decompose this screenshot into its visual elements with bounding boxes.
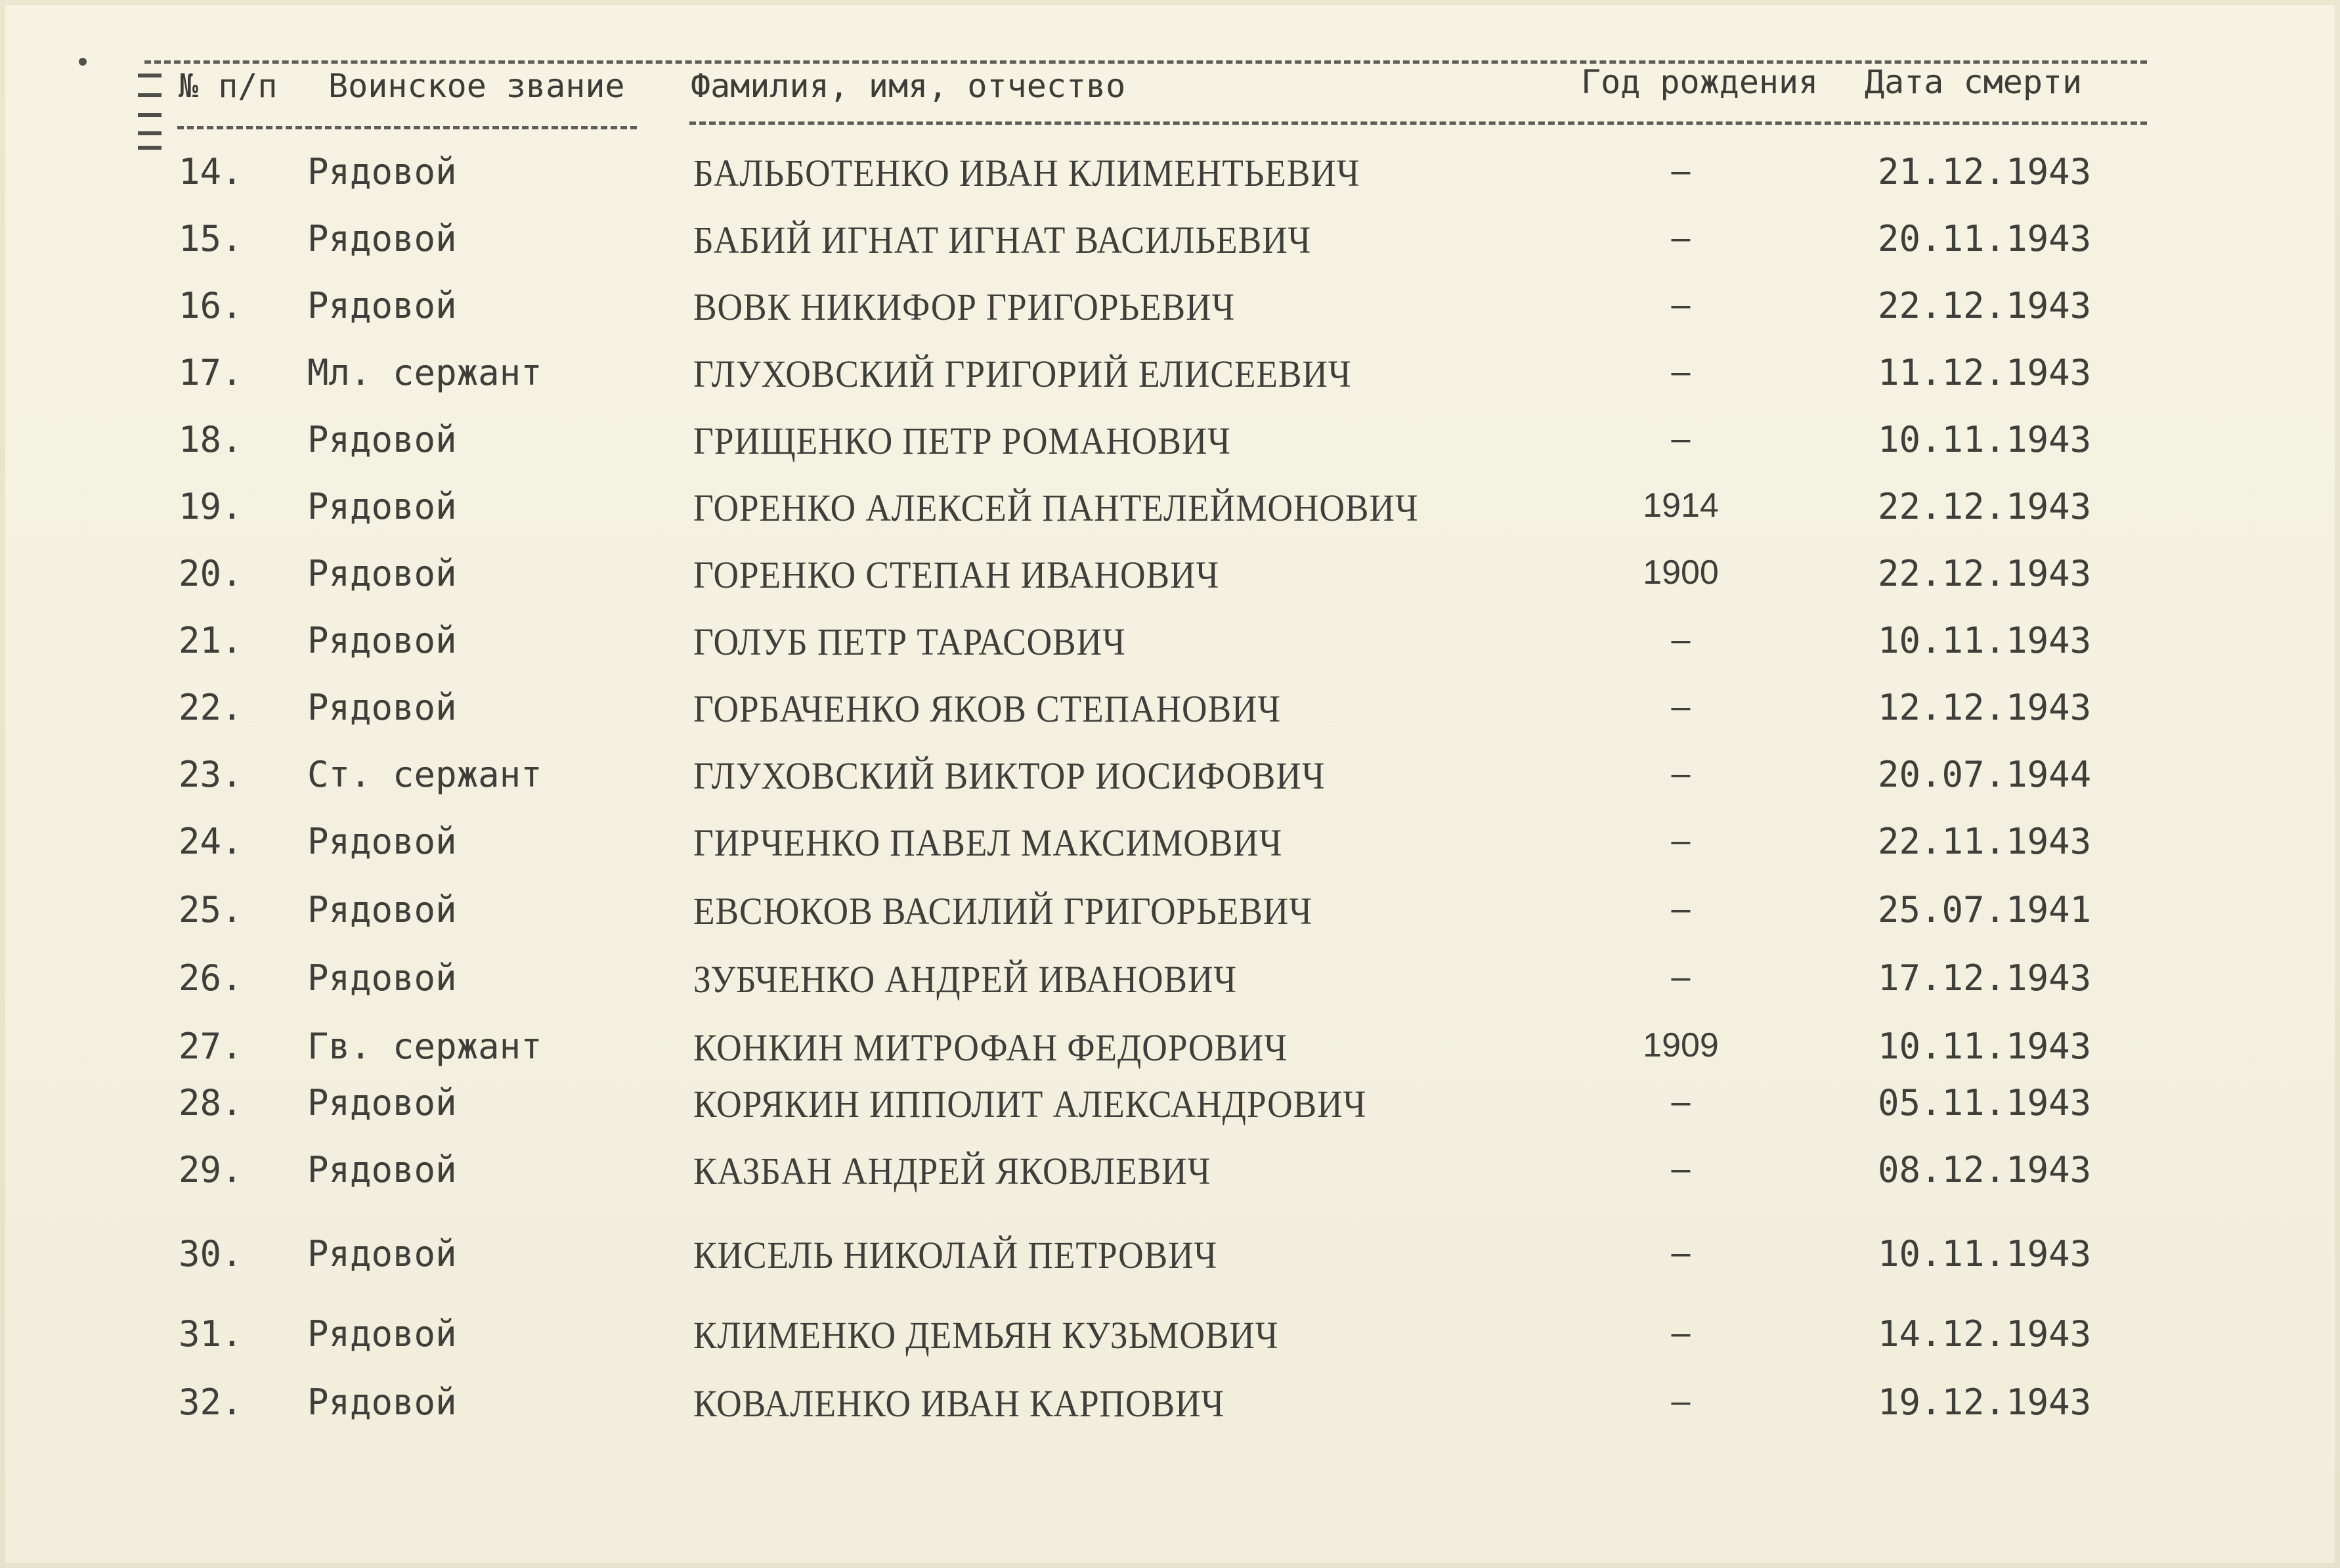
row-name: ГОРЕНКО АЛЕКСЕЙ ПАНТЕЛЕЙМОНОВИЧ: [693, 487, 1419, 529]
row-name: БАЛЬБОТЕНКО ИВАН КЛИМЕНТЬЕВИЧ: [693, 152, 1360, 194]
row-rank: Рядовой: [307, 1233, 457, 1274]
row-rank: Рядовой: [307, 889, 457, 930]
row-num: 17.: [179, 352, 243, 393]
row-birth-year: –: [1671, 152, 1691, 190]
row-num: 18.: [179, 419, 243, 460]
table-row: [0, 1227, 2340, 1290]
row-rank: Рядовой: [307, 151, 457, 192]
row-birth-year: –: [1671, 1083, 1691, 1121]
table-row: [0, 951, 2340, 1014]
row-rank: Рядовой: [307, 957, 457, 999]
row-birth-year: –: [1671, 687, 1691, 726]
row-birth-year: –: [1671, 1382, 1691, 1420]
row-birth-year: –: [1671, 890, 1691, 928]
row-death-date: 25.07.1941: [1878, 889, 2092, 930]
row-death-date: 05.11.1943: [1878, 1082, 2092, 1123]
row-num: 19.: [179, 486, 243, 527]
row-rank: Рядовой: [307, 218, 457, 259]
row-birth-year: –: [1671, 286, 1691, 324]
header-death-date: Дата смерти: [1865, 63, 2083, 101]
row-name: КИСЕЛЬ НИКОЛАЙ ПЕТРОВИЧ: [693, 1234, 1218, 1276]
row-rank: Гв. сержант: [307, 1026, 542, 1067]
row-rank: Рядовой: [307, 821, 457, 862]
table-row: [0, 211, 2340, 274]
row-death-date: 11.12.1943: [1878, 352, 2092, 393]
row-num: 31.: [179, 1313, 243, 1355]
row-birth-year: –: [1671, 1314, 1691, 1352]
row-death-date: 21.12.1943: [1878, 151, 2092, 192]
row-rank: Рядовой: [307, 1313, 457, 1355]
header-name: Фамилия, имя, отчество: [691, 67, 1126, 105]
row-name: КЛИМЕНКО ДЕМЬЯН КУЗЬМОВИЧ: [693, 1314, 1279, 1357]
row-death-date: 12.12.1943: [1878, 687, 2092, 728]
table-row: [0, 345, 2340, 408]
row-num: 32.: [179, 1382, 243, 1423]
row-death-date: 10.11.1943: [1878, 1026, 2092, 1067]
table-row: [0, 1375, 2340, 1438]
row-rank: Ст. сержант: [307, 754, 542, 795]
row-death-date: 10.11.1943: [1878, 419, 2092, 460]
table-header: [0, 58, 2340, 130]
row-rank: Рядовой: [307, 1149, 457, 1190]
row-name: ГЛУХОВСКИЙ ГРИГОРИЙ ЕЛИСЕЕВИЧ: [693, 353, 1352, 395]
table-row: [0, 1076, 2340, 1139]
row-birth-year: –: [1671, 420, 1691, 458]
row-rank: Рядовой: [307, 486, 457, 527]
table-row: [0, 1143, 2340, 1206]
table-row: [0, 278, 2340, 341]
row-num: 26.: [179, 957, 243, 999]
table-row: [0, 680, 2340, 743]
margin-mark: [138, 131, 162, 135]
table-row: [0, 613, 2340, 676]
row-death-date: 17.12.1943: [1878, 957, 2092, 999]
row-name: КАЗБАН АНДРЕЙ ЯКОВЛЕВИЧ: [693, 1150, 1211, 1192]
table-row: [0, 1019, 2340, 1082]
row-death-date: 22.11.1943: [1878, 821, 2092, 862]
row-num: 16.: [179, 285, 243, 326]
row-death-date: 20.11.1943: [1878, 218, 2092, 259]
row-name: ГИРЧЕНКО ПАВЕЛ МАКСИМОВИЧ: [693, 821, 1283, 864]
row-rank: Рядовой: [307, 1082, 457, 1123]
row-rank: Рядовой: [307, 620, 457, 661]
row-num: 25.: [179, 889, 243, 930]
row-num: 21.: [179, 620, 243, 661]
table-row: [0, 546, 2340, 609]
row-death-date: 08.12.1943: [1878, 1149, 2092, 1190]
row-birth-year: –: [1671, 621, 1691, 659]
row-num: 23.: [179, 754, 243, 795]
header-birth-year: Год рождения: [1581, 63, 1819, 101]
row-birth-year: –: [1671, 958, 1691, 996]
header-rank: Воинское звание: [328, 67, 625, 105]
row-death-date: 20.07.1944: [1878, 754, 2092, 795]
row-rank: Рядовой: [307, 285, 457, 326]
table-row: [0, 412, 2340, 475]
row-death-date: 19.12.1943: [1878, 1382, 2092, 1423]
row-birth-year: –: [1671, 1234, 1691, 1272]
row-name: ГОРЕНКО СТЕПАН ИВАНОВИЧ: [693, 554, 1220, 596]
row-name: КОНКИН МИТРОФАН ФЕДОРОВИЧ: [693, 1026, 1288, 1069]
row-num: 27.: [179, 1026, 243, 1067]
row-name: КОВАЛЕНКО ИВАН КАРПОВИЧ: [693, 1382, 1225, 1425]
row-death-date: 22.12.1943: [1878, 486, 2092, 527]
row-death-date: 10.11.1943: [1878, 1233, 2092, 1274]
header-num: № п/п: [179, 67, 278, 105]
row-birth-year: 1909: [1643, 1026, 1719, 1064]
row-num: 22.: [179, 687, 243, 728]
row-death-date: 22.12.1943: [1878, 553, 2092, 594]
row-rank: Рядовой: [307, 419, 457, 460]
row-name: ГОРБАЧЕНКО ЯКОВ СТЕПАНОВИЧ: [693, 687, 1282, 730]
table-row: [0, 814, 2340, 877]
table-row: [0, 882, 2340, 946]
table-row: [0, 1307, 2340, 1370]
row-num: 30.: [179, 1233, 243, 1274]
row-name: КОРЯКИН ИППОЛИТ АЛЕКСАНДРОВИЧ: [693, 1083, 1367, 1125]
row-num: 14.: [179, 151, 243, 192]
row-name: ГРИЩЕНКО ПЕТР РОМАНОВИЧ: [693, 420, 1231, 462]
row-name: ВОВК НИКИФОР ГРИГОРЬЕВИЧ: [693, 286, 1236, 328]
table-row: [0, 747, 2340, 810]
table-row: [0, 144, 2340, 207]
row-birth-year: 1914: [1643, 487, 1719, 525]
row-num: 15.: [179, 218, 243, 259]
row-num: 29.: [179, 1149, 243, 1190]
row-rank: Рядовой: [307, 687, 457, 728]
row-rank: Рядовой: [307, 1382, 457, 1423]
table-row: [0, 479, 2340, 542]
row-birth-year: –: [1671, 353, 1691, 391]
row-birth-year: –: [1671, 1150, 1691, 1188]
row-death-date: 22.12.1943: [1878, 285, 2092, 326]
row-name: ГОЛУБ ПЕТР ТАРАСОВИЧ: [693, 621, 1126, 663]
row-death-date: 10.11.1943: [1878, 620, 2092, 661]
row-rank: Рядовой: [307, 553, 457, 594]
row-num: 20.: [179, 553, 243, 594]
row-name: БАБИЙ ИГНАТ ИГНАТ ВАСИЛЬЕВИЧ: [693, 219, 1312, 261]
row-num: 28.: [179, 1082, 243, 1123]
row-name: ЕВСЮКОВ ВАСИЛИЙ ГРИГОРЬЕВИЧ: [693, 890, 1312, 932]
row-birth-year: 1900: [1643, 554, 1719, 592]
row-birth-year: –: [1671, 219, 1691, 257]
row-name: ЗУБЧЕНКО АНДРЕЙ ИВАНОВИЧ: [693, 958, 1237, 1001]
row-birth-year: –: [1671, 754, 1691, 793]
row-rank: Мл. сержант: [307, 352, 542, 393]
row-name: ГЛУХОВСКИЙ ВИКТОР ИОСИФОВИЧ: [693, 754, 1326, 797]
row-birth-year: –: [1671, 821, 1691, 860]
row-num: 24.: [179, 821, 243, 862]
row-death-date: 14.12.1943: [1878, 1313, 2092, 1355]
